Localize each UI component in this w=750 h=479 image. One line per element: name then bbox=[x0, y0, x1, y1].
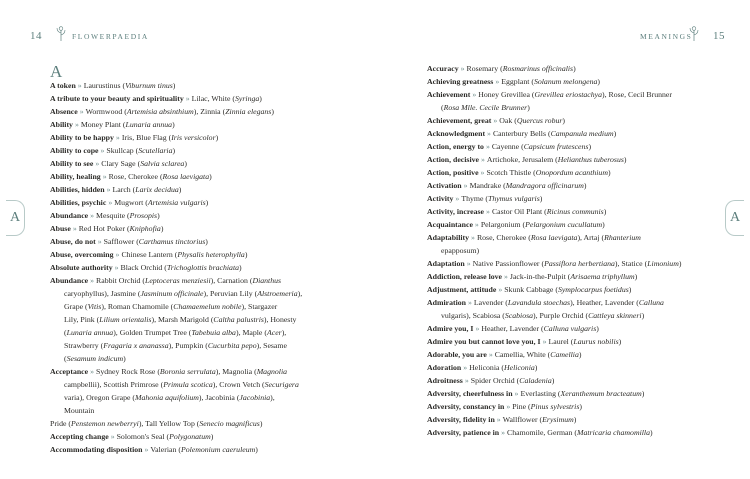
separator-glyph: » bbox=[144, 445, 149, 454]
dictionary-entry bbox=[50, 417, 328, 430]
separator-glyph: » bbox=[463, 181, 468, 190]
separator-glyph: » bbox=[185, 94, 190, 103]
separator-glyph: » bbox=[114, 263, 119, 272]
separator-glyph: » bbox=[493, 116, 498, 125]
entry-definition: Everlasting (Xeranthemum bracteatum) bbox=[520, 389, 645, 398]
entry-definition: Cayenne (Capsicum frutescens) bbox=[491, 142, 592, 151]
entry-definition: Wormwood (Artemisia absinthium), Zinnia (Zinnia elegans) bbox=[85, 107, 274, 116]
entry-term: Adaptability bbox=[427, 233, 470, 242]
separator-glyph: » bbox=[498, 285, 503, 294]
dictionary-entry bbox=[427, 140, 723, 153]
dictionary-entry bbox=[50, 222, 328, 235]
entry-term: Adversity, patience in bbox=[427, 428, 500, 437]
entry-term: Activity bbox=[427, 194, 454, 203]
separator-glyph: » bbox=[480, 155, 485, 164]
page-number: 14 bbox=[30, 30, 42, 42]
entry-definition: Solomon's Seal (Polygonatum) bbox=[116, 432, 214, 441]
separator-glyph: » bbox=[466, 259, 471, 268]
dictionary-entry bbox=[427, 387, 723, 400]
entry-definition: Skullcap (Scutellaria) bbox=[106, 146, 176, 155]
alphabet-tab bbox=[6, 200, 25, 236]
separator-glyph: » bbox=[90, 211, 95, 220]
entry-definition: Pine (Pinus sylvestris) bbox=[512, 402, 582, 411]
entry-list bbox=[50, 79, 328, 456]
separator-glyph: » bbox=[77, 81, 82, 90]
entry-definition: Mesquite (Prosopis) bbox=[96, 211, 160, 220]
separator-glyph: » bbox=[495, 77, 500, 86]
separator-glyph: » bbox=[485, 142, 490, 151]
entry-definition: Chinese Lantern (Physalis heterophylla) bbox=[121, 250, 248, 259]
running-head: MEANINGS bbox=[640, 32, 693, 41]
entry-term: Adroitness bbox=[427, 376, 463, 385]
entry-definition: Eggplant (Solanum melongena) bbox=[501, 77, 601, 86]
entry-definition: Skunk Cabbage (Symplocarpus foetidus) bbox=[504, 285, 632, 294]
separator-glyph: » bbox=[106, 185, 111, 194]
separator-glyph: » bbox=[475, 324, 480, 333]
entry-definition: Sydney Rock Rose (Boronia serrulata), Magnolia (Magnolia bbox=[96, 367, 288, 376]
entry-term: Accuracy bbox=[427, 64, 459, 73]
separator-glyph: » bbox=[472, 90, 477, 99]
entry-definition: Heather, Lavender (Calluna vulgaris) bbox=[481, 324, 599, 333]
entry-term: A token bbox=[50, 81, 76, 90]
entry-definition: Camellia, White (Camellia) bbox=[494, 350, 582, 359]
entry-definition: Lilac, White (Syringa) bbox=[191, 94, 262, 103]
entry-definition: Larch (Larix decidua) bbox=[112, 185, 182, 194]
entry-definition: Mountain bbox=[64, 406, 95, 415]
dictionary-entry bbox=[427, 426, 723, 439]
entry-definition: Chamomile, German (Matricaria chamomilla) bbox=[507, 428, 653, 437]
running-head: FLOWERPAEDIA bbox=[72, 32, 149, 41]
entry-term: Accommodating disposition bbox=[50, 445, 143, 454]
entry-definition: Artichoke, Jerusalem (Helianthus tuberosus) bbox=[486, 155, 627, 164]
right-page bbox=[375, 0, 750, 479]
entry-term: Abilities, hidden bbox=[50, 185, 105, 194]
entry-definition: vulgaris), Scabiosa (Scabiosa), Purple Orchid (Cattleya skinneri) bbox=[441, 311, 645, 320]
separator-glyph: » bbox=[480, 168, 485, 177]
entry-term: Acceptance bbox=[50, 367, 89, 376]
dictionary-entry bbox=[50, 443, 328, 456]
entry-definition: varia), Oregon Grape (Mahonia aquifolium), Jacobinia (Jacobinia), bbox=[64, 393, 275, 402]
entry-term: Absence bbox=[50, 107, 78, 116]
entry-definition: Heliconia (Heliconia) bbox=[469, 363, 538, 372]
separator-glyph: » bbox=[102, 172, 107, 181]
entry-term: Ability bbox=[50, 120, 73, 129]
dictionary-entry bbox=[50, 248, 328, 261]
entry-definition: (Penstemon newberryi), Tall Yellow Top (Senecio magnificus) bbox=[68, 419, 263, 428]
dictionary-entry bbox=[427, 218, 723, 231]
section-letter: A bbox=[50, 62, 63, 81]
entry-term: Adaptation bbox=[427, 259, 465, 268]
dictionary-entry bbox=[50, 118, 328, 131]
separator-glyph: » bbox=[460, 64, 465, 73]
entry-definition: Valerian (Polemonium caeruleum) bbox=[150, 445, 258, 454]
entry-term: Action, decisive bbox=[427, 155, 479, 164]
entry-definition: Mugwort (Artemisia vulgaris) bbox=[114, 198, 209, 207]
entry-term: Adversity, constancy in bbox=[427, 402, 505, 411]
entry-definition: Wallflower (Erysimum) bbox=[502, 415, 577, 424]
entry-definition: caryophyllus), Jasmine (Jasminum officinale), Peruvian Lily (Alstroemeria), bbox=[64, 289, 303, 298]
entry-term: Ability to be happy bbox=[50, 133, 114, 142]
dictionary-entry bbox=[50, 209, 328, 222]
separator-glyph: » bbox=[115, 133, 120, 142]
entry-definition: Strawberry (Fragaria x ananassa), Pumpkin (Cucurbita pepo), Sesame bbox=[64, 341, 287, 350]
entry-term: Abuse bbox=[50, 224, 71, 233]
separator-glyph: » bbox=[487, 129, 491, 138]
entry-term: Abuse, overcoming bbox=[50, 250, 114, 259]
entry-term: Action, positive bbox=[427, 168, 479, 177]
entry-definition: Castor Oil Plant (Ricinus communis) bbox=[491, 207, 607, 216]
separator-glyph: » bbox=[100, 146, 105, 155]
entry-term: Adoration bbox=[427, 363, 462, 372]
entry-definition: Rabbit Orchid (Leptoceras menziesii), Carnation (Dianthus bbox=[96, 276, 282, 285]
entry-term: A tribute to your beauty and spirituality bbox=[50, 94, 184, 103]
dictionary-entry bbox=[427, 179, 723, 192]
dictionary-entry bbox=[50, 235, 328, 248]
entry-definition: Lily, Pink (Lilium orientalis), Marsh Marigold (Caltha palustris), Honesty bbox=[64, 315, 297, 324]
separator-glyph: » bbox=[471, 233, 475, 242]
entry-definition: Black Orchid (Trichoglottis brachiata) bbox=[120, 263, 242, 272]
separator-glyph: » bbox=[95, 159, 100, 168]
dictionary-entry bbox=[427, 270, 723, 283]
dictionary-entry bbox=[427, 153, 723, 166]
dictionary-entry bbox=[427, 192, 723, 205]
entry-term: Activation bbox=[427, 181, 462, 190]
entry-term: Ability to see bbox=[50, 159, 94, 168]
dictionary-entry bbox=[50, 430, 328, 443]
dictionary-entry bbox=[50, 196, 328, 209]
entry-term: Abundance bbox=[50, 276, 89, 285]
dictionary-entry bbox=[427, 114, 723, 127]
dictionary-entry bbox=[427, 257, 723, 270]
dictionary-entry bbox=[427, 400, 723, 413]
entry-term: Activity, increase bbox=[427, 207, 485, 216]
separator-glyph: » bbox=[97, 237, 102, 246]
page-number: 15 bbox=[713, 30, 725, 42]
separator-glyph: » bbox=[74, 120, 79, 129]
entry-definition: Rose, Cherokee (Rosa laevigata), Artaj (Rhanterium bbox=[476, 233, 641, 242]
entry-definition: Laurustinus (Viburnum tinus) bbox=[83, 81, 176, 90]
dictionary-entry bbox=[50, 170, 328, 183]
entry-term: Admiration bbox=[427, 298, 466, 307]
entry-definition: Lavender (Lavandula stoechas), Heather, Lavender (Calluna bbox=[473, 298, 664, 307]
separator-glyph: » bbox=[464, 376, 469, 385]
entry-term: Abilities, psychic bbox=[50, 198, 107, 207]
entry-term: Admire you, I bbox=[427, 324, 474, 333]
separator-glyph: » bbox=[108, 198, 113, 207]
entry-definition: campbellii), Scottish Primrose (Primula scotica), Crown Vetch (Securigera bbox=[64, 380, 299, 389]
dictionary-entry bbox=[50, 183, 328, 196]
separator-glyph: » bbox=[542, 337, 547, 346]
separator-glyph: » bbox=[79, 107, 84, 116]
dictionary-entry bbox=[50, 157, 328, 170]
tab-letter: A bbox=[729, 210, 741, 225]
alphabet-tab bbox=[725, 200, 744, 236]
dictionary-entry bbox=[427, 296, 723, 322]
entry-definition: (Lunaria annua), Golden Trumpet Tree (Tabebuia alba), Maple (Acer), bbox=[64, 328, 287, 337]
entry-definition: Native Passionflower (Passiflora herbertiana), Statice (Limonium) bbox=[472, 259, 682, 268]
entry-definition: (Sesamum indicum) bbox=[64, 354, 126, 363]
dictionary-entry bbox=[50, 131, 328, 144]
entry-definition: Safflower (Carthamus tinctorius) bbox=[103, 237, 208, 246]
entry-term: Ability to cope bbox=[50, 146, 99, 155]
entry-term: Adorable, you are bbox=[427, 350, 487, 359]
dictionary-entry bbox=[427, 335, 723, 348]
flower-sprig-icon bbox=[55, 25, 67, 41]
dictionary-entry bbox=[427, 88, 723, 114]
entry-definition: epapposum) bbox=[441, 246, 480, 255]
entry-definition: Canterbury Bells (Campanula medium) bbox=[492, 129, 617, 138]
entry-list bbox=[427, 62, 723, 439]
entry-definition: Scotch Thistle (Onopordum acanthium) bbox=[486, 168, 611, 177]
separator-glyph: » bbox=[504, 272, 508, 281]
separator-glyph: » bbox=[468, 298, 472, 307]
dictionary-entry bbox=[427, 283, 723, 296]
entry-definition: (Rosa Mlle. Cecile Brunner) bbox=[441, 103, 530, 112]
dictionary-entry bbox=[50, 92, 328, 105]
separator-glyph: » bbox=[90, 367, 95, 376]
separator-glyph: » bbox=[90, 276, 95, 285]
entry-term: Absolute authority bbox=[50, 263, 113, 272]
entry-definition: Pelargonium (Pelargonium cucullatum) bbox=[480, 220, 605, 229]
entry-definition: Honey Grevillea (Grevillea eriostachya), Rose, Cecil Brunner bbox=[478, 90, 672, 99]
dictionary-entry bbox=[427, 322, 723, 335]
entry-term: Addiction, release love bbox=[427, 272, 502, 281]
dictionary-entry bbox=[50, 79, 328, 92]
dictionary-entry bbox=[50, 105, 328, 118]
dictionary-entry bbox=[427, 348, 723, 361]
entry-term: Admire you but cannot love you, I bbox=[427, 337, 541, 346]
entry-definition: Grape (Vitis), Roman Chamomile (Chamaemelum nobile), Stargazer bbox=[64, 302, 278, 311]
dictionary-entry bbox=[427, 413, 723, 426]
entry-definition: Mandrake (Mandragora officinarum) bbox=[469, 181, 587, 190]
separator-glyph: » bbox=[488, 350, 493, 359]
dictionary-entry bbox=[427, 205, 723, 218]
entry-term: Adversity, cheerfulness in bbox=[427, 389, 513, 398]
entry-term: Ability, healing bbox=[50, 172, 101, 181]
entry-term: Action, energy to bbox=[427, 142, 484, 151]
entry-term: Acknowledgment bbox=[427, 129, 486, 138]
dictionary-entry bbox=[427, 374, 723, 387]
dictionary-entry bbox=[50, 144, 328, 157]
separator-glyph: » bbox=[72, 224, 77, 233]
separator-glyph: » bbox=[455, 194, 460, 203]
separator-glyph: » bbox=[110, 432, 115, 441]
dictionary-entry bbox=[50, 365, 328, 417]
dictionary-entry bbox=[427, 62, 723, 75]
dictionary-entry bbox=[50, 261, 328, 274]
separator-glyph: » bbox=[496, 415, 501, 424]
entry-definition: Iris, Blue Flag (Iris versicolor) bbox=[121, 133, 219, 142]
entry-definition: Laurel (Laurus nobilis) bbox=[548, 337, 622, 346]
entry-definition: Money Plant (Lunaria annua) bbox=[80, 120, 175, 129]
dictionary-entry bbox=[427, 75, 723, 88]
entry-term: Adjustment, attitude bbox=[427, 285, 497, 294]
separator-glyph: » bbox=[486, 207, 490, 216]
tab-letter: A bbox=[9, 210, 21, 225]
entry-term: Achievement, great bbox=[427, 116, 492, 125]
dictionary-entry bbox=[427, 166, 723, 179]
dictionary-entry bbox=[427, 361, 723, 374]
entry-definition: Clary Sage (Salvia sclarea) bbox=[101, 159, 187, 168]
entry-term: Abundance bbox=[50, 211, 89, 220]
entry-term: Acquaintance bbox=[427, 220, 473, 229]
separator-glyph: » bbox=[115, 250, 120, 259]
entry-definition: Rosemary (Rosmarinus officinalis) bbox=[466, 64, 576, 73]
separator-glyph: » bbox=[501, 428, 506, 437]
entry-definition: Red Hot Poker (Kniphofia) bbox=[78, 224, 164, 233]
entry-definition: Rose, Cherokee (Rosa laevigata) bbox=[108, 172, 212, 181]
entry-term: Accepting change bbox=[50, 432, 109, 441]
entry-term: Achieving greatness bbox=[427, 77, 494, 86]
flower-sprig-icon bbox=[688, 25, 700, 41]
dictionary-entry bbox=[50, 274, 328, 365]
dictionary-entry bbox=[427, 127, 723, 140]
dictionary-entry bbox=[427, 231, 723, 257]
entry-term: Abuse, do not bbox=[50, 237, 96, 246]
separator-glyph: » bbox=[506, 402, 511, 411]
separator-glyph: » bbox=[463, 363, 468, 372]
entry-term: Pride bbox=[50, 419, 67, 428]
entry-definition: Jack-in-the-Pulpit (Arisaema triphyllum) bbox=[509, 272, 638, 281]
entry-definition: Spider Orchid (Caladenia) bbox=[470, 376, 555, 385]
entry-definition: Oak (Quercus robur) bbox=[499, 116, 566, 125]
entry-term: Achievement bbox=[427, 90, 471, 99]
entry-term: Adversity, fidelity in bbox=[427, 415, 495, 424]
entry-definition: Thyme (Thymus vulgaris) bbox=[461, 194, 543, 203]
separator-glyph: » bbox=[474, 220, 479, 229]
separator-glyph: » bbox=[514, 389, 519, 398]
